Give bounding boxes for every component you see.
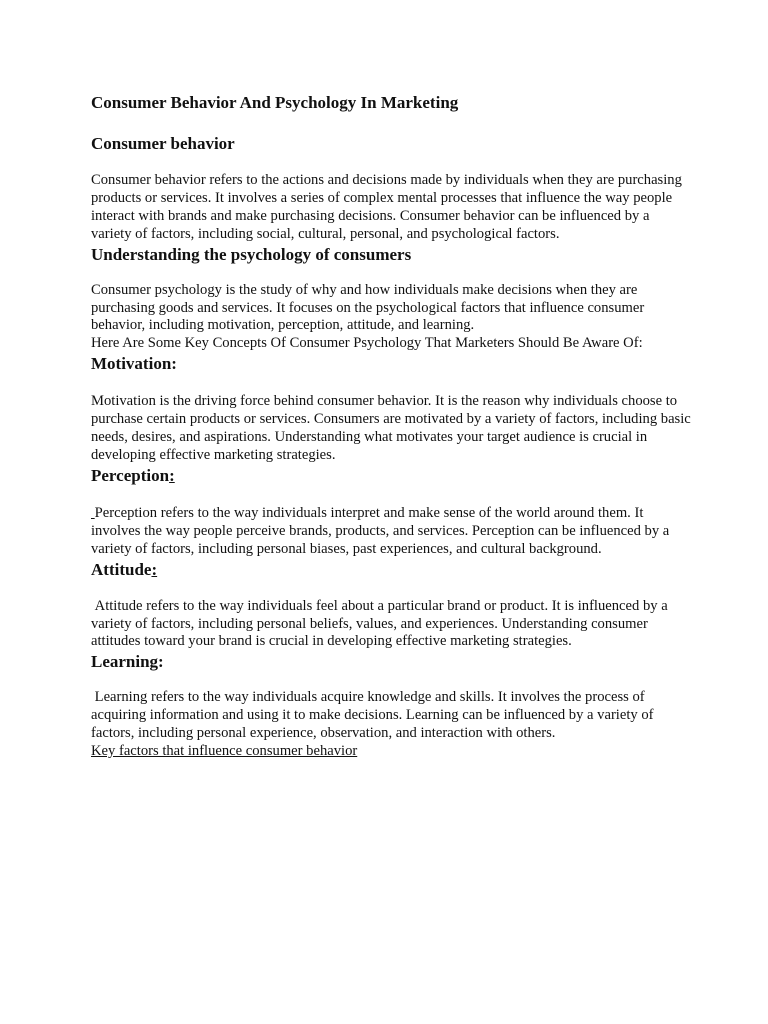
- paragraph-perception-text: Perception refers to the way individuals interpret and make sense of the world around them. It involves the way people perceive brands, products, and services. Perception can be influenced by a variety of factors, including personal biases, past experiences, and cultural background.: [91, 504, 670, 557]
- paragraph-attitude: [91, 598, 691, 652]
- heading-perception: [91, 465, 691, 487]
- paragraph-consumer-behavior: Consumer behavior refers to the actions and decisions made by individuals when they are purchasing products or services. It involves a series of complex mental processes that influence the way people interact with brands and make purchasing decisions. Consumer behavior can be influenced by a variety of factors, including social, cultural, personal, and psychological factors.: [91, 172, 682, 242]
- heading-perception-colon: :: [169, 465, 175, 485]
- paragraph-key-concepts: Here Are Some Key Concepts Of Consumer Psychology That Marketers Should Be Aware Of:: [91, 335, 643, 352]
- key-factors-link[interactable]: Key factors that influence consumer behavior: [91, 743, 358, 760]
- heading-motivation: Motivation:: [91, 354, 177, 374]
- heading-understanding-psychology: Understanding the psychology of consumers: [91, 244, 412, 264]
- paragraph-motivation: Motivation is the driving force behind consumer behavior. It is the reason why individuals choose to purchase certain products or services. Consumers are motivated by a variety of factors, including basic needs, desires, and aspirations. Understanding what motivates your target audience is crucial in developing effective marketing strategies.: [91, 393, 691, 463]
- paragraph-learning-text: Learning refers to the way individuals acquire knowledge and skills. It involves the process of acquiring information and using it to make decisions. Learning can be influenced by a variety of factors, including personal experience, observation, and interaction with others.: [91, 689, 654, 742]
- paragraph-understanding-psychology: Consumer psychology is the study of why and how individuals make decisions when they are purchasing goods and services. It focuses on the psychological factors that influence consumer behavior, including motivation, perception, attitude, and learning.: [91, 281, 645, 334]
- document-page: [91, 92, 691, 761]
- document-title: Consumer Behavior And Psychology In Marketing: [91, 93, 459, 112]
- paragraph-perception: [91, 505, 691, 559]
- paragraph-attitude-text: Attitude refers to the way individuals feel about a particular brand or product. It is influenced by a variety of factors, including personal beliefs, values, and experiences. Understanding consumer attitudes toward your brand is crucial in developing effective marketing strategies.: [91, 597, 668, 650]
- heading-learning: Learning:: [91, 652, 164, 672]
- heading-attitude: [91, 559, 691, 581]
- heading-perception-word: Perception: [91, 465, 170, 485]
- heading-consumer-behavior: Consumer behavior: [91, 134, 235, 153]
- paragraph-learning: [91, 689, 691, 743]
- heading-attitude-word: Attitude: [91, 559, 152, 579]
- heading-attitude-colon: :: [151, 559, 158, 579]
